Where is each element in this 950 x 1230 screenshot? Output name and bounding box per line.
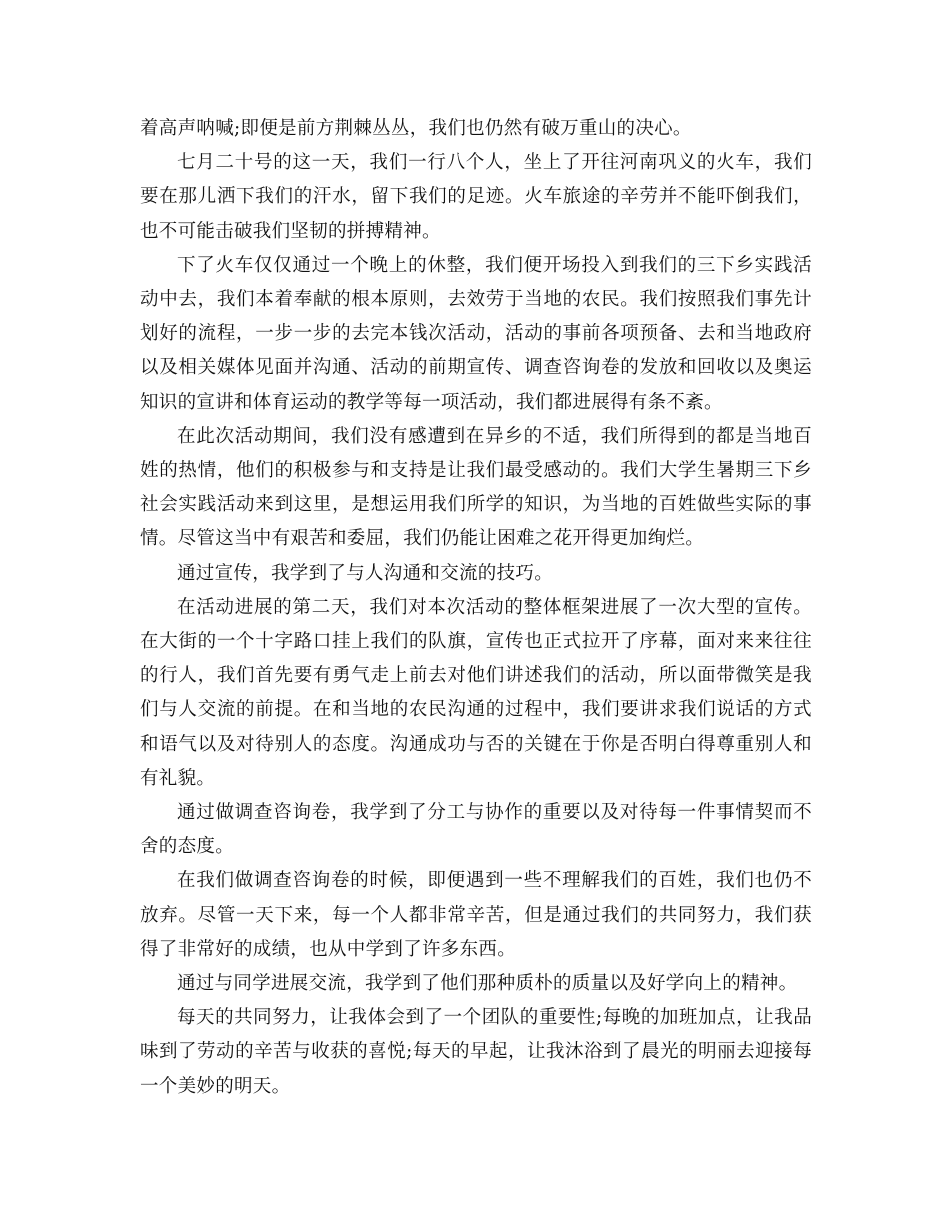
paragraph-5: 通过宣传，我学到了与人沟通和交流的技巧。 bbox=[177, 562, 554, 584]
paragraph-8: 在我们做调查咨询卷的时候，即便遇到一些不理解我们的百姓，我们也仍不放弃。尽管一天下来，每一个人都非常辛苦，但是通过我们的共同努力，我们获得了非常好的成绩，也从中学到了许多东西。 bbox=[140, 870, 812, 960]
paragraph-4: 在此次活动期间，我们没有感遭到在异乡的不适，我们所得到的都是当地百姓的热情，他们的积极参与和支持是让我们最受感动的。我们大学生暑期三下乡社会实践活动来到这里，是想运用我们所学的知识，为当地的百姓做些实际的事情。尽管这当中有艰苦和委屈，我们仍能让困难之花开得更加绚烂。 bbox=[140, 425, 812, 550]
paragraph-1: 着高声呐喊;即便是前方荆棘丛丛，我们也仍然有破万重山的决心。 bbox=[140, 118, 692, 139]
paragraph-6: 在活动进展的第二天，我们对本次活动的整体框架进展了一次大型的宣传。在大街的一个十字路口挂上我们的队旗，宣传也正式拉开了序幕，面对来来往往的行人，我们首先要有勇气走上前去对他们讲述我们的活动，所以面带微笑是我们与人交流的前提。在和当地的农民沟通的过程中，我们要讲求我们说话的方式和语气以及对待别人的态度。沟通成功与否的关键在于你是否明白得尊重别人和有礼貌。 bbox=[140, 596, 812, 789]
document-body bbox=[140, 112, 812, 1104]
paragraph-10: 每天的共同努力，让我体会到了一个团队的重要性;每晚的加班加点，让我品味到了劳动的辛苦与收获的喜悦;每天的早起，让我沐浴到了晨光的明丽去迎接每一个美妙的明天。 bbox=[140, 1007, 812, 1097]
paragraph-7: 通过做调查咨询卷，我学到了分工与协作的重要以及对待每一件事情契而不舍的态度。 bbox=[140, 802, 812, 858]
paragraph-9: 通过与同学进展交流，我学到了他们那种质朴的质量以及好学向上的精神。 bbox=[177, 973, 798, 995]
paragraph-2: 七月二十号的这一天，我们一行八个人，坐上了开往河南巩义的火车，我们要在那儿洒下我们的汗水，留下我们的足迹。火车旅途的辛劳并不能吓倒我们，也不可能击破我们坚韧的拼搏精神。 bbox=[140, 152, 812, 242]
paragraph-3: 下了火车仅仅通过一个晚上的休整，我们便开场投入到我们的三下乡实践活动中去，我们本着奉献的根本原则，去效劳于当地的农民。我们按照我们事先计划好的流程，一步一步的去完本钱次活动，活动的事前各项预备、去和当地政府以及相关媒体见面并沟通、活动的前期宣传、调查咨询卷的发放和回收以及奥运知识的宣讲和体育运动的教学等每一项活动，我们都进展得有条不紊。 bbox=[140, 254, 812, 413]
